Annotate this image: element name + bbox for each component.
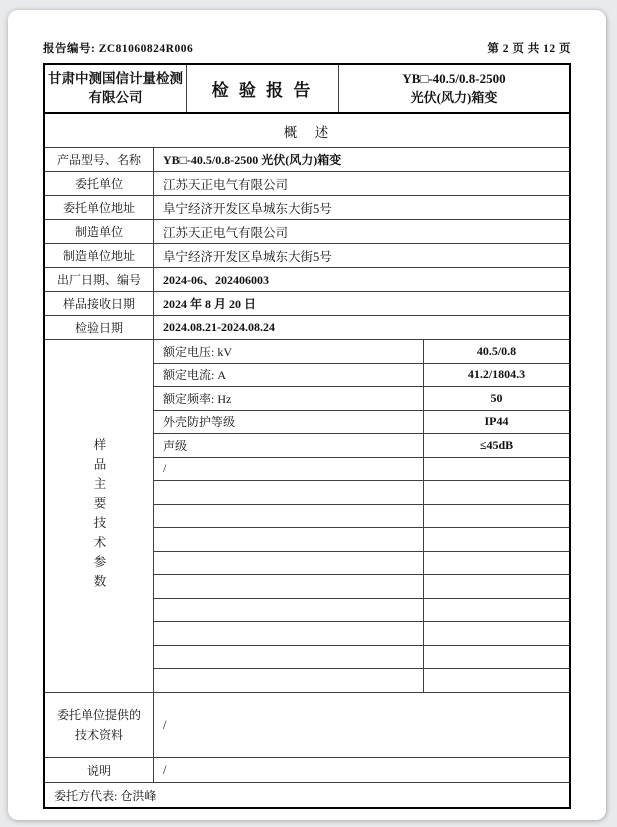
- param-name: 额定电压: kV: [154, 340, 424, 363]
- page-header: [43, 40, 571, 56]
- param-row-sound-level: [154, 434, 569, 458]
- param-value: [424, 599, 569, 622]
- parameters-side-label-cell: [45, 340, 154, 692]
- model-line2: 光伏(风力)箱变: [410, 89, 498, 105]
- param-value: 50: [490, 390, 503, 405]
- parameters-side-label: 样品主要技术参数: [92, 438, 106, 594]
- param-row-rated-frequency: [154, 387, 569, 411]
- param-name: 额定频率: Hz: [154, 387, 424, 410]
- param-name: [154, 599, 424, 622]
- info-row-manufacturer-address: [45, 244, 569, 268]
- remark-value: /: [163, 762, 167, 777]
- param-name: [154, 505, 424, 528]
- info-value: 江苏天正电气有限公司: [163, 225, 289, 240]
- param-row-empty: [154, 505, 569, 529]
- remark-label: 说明: [45, 758, 154, 782]
- param-row-slash: [154, 458, 569, 482]
- param-name: [154, 528, 424, 551]
- param-value: [424, 575, 569, 598]
- model-line1: YB□-40.5/0.8-2500: [402, 71, 506, 87]
- param-name: [154, 646, 424, 669]
- info-label: 产品型号、名称: [45, 148, 154, 171]
- param-value: [424, 552, 569, 575]
- report-number: 报告编号: ZC81060824R006: [43, 43, 194, 55]
- client-representative: 委托方代表: 仓洪峰: [54, 788, 157, 803]
- info-value: YB□-40.5/0.8-2500 光伏(风力)箱变: [163, 153, 342, 167]
- info-row-manufacturer: [45, 220, 569, 244]
- param-value: ≤45dB: [479, 437, 514, 452]
- param-name: 声级: [154, 434, 424, 457]
- param-row-empty: [154, 669, 569, 692]
- param-row-rated-voltage: [154, 340, 569, 364]
- param-name: /: [154, 458, 424, 481]
- docs-provided-label: [45, 693, 154, 757]
- info-label: 出厂日期、编号: [45, 268, 154, 291]
- param-value: [424, 458, 569, 481]
- param-name: [154, 575, 424, 598]
- info-value: 2024-06、202406003: [163, 273, 269, 287]
- info-row-client: [45, 172, 569, 196]
- info-value: 阜宁经济开发区阜城东大街5号: [163, 249, 332, 264]
- info-value: 2024.08.21-2024.08.24: [163, 320, 275, 334]
- param-value: [424, 505, 569, 528]
- title-row: [45, 65, 569, 114]
- param-row-empty: [154, 575, 569, 599]
- info-row-client-address: [45, 196, 569, 220]
- param-value: IP44: [484, 414, 509, 429]
- section-title: 概 述: [283, 124, 331, 140]
- info-label: 检验日期: [45, 316, 154, 339]
- company-name-line2: 有限公司: [88, 89, 143, 105]
- param-value: [424, 622, 569, 645]
- info-row-product: [45, 148, 569, 172]
- param-name: [154, 481, 424, 504]
- param-value: 40.5/0.8: [476, 343, 517, 358]
- param-row-ip-rating: [154, 411, 569, 435]
- parameters-grid: [154, 340, 569, 692]
- info-label: 委托单位: [45, 172, 154, 195]
- param-row-empty: [154, 552, 569, 576]
- docs-provided-value: /: [163, 717, 167, 732]
- report-title: 检 验 报 告: [211, 81, 314, 100]
- param-row-rated-current: [154, 364, 569, 388]
- client-representative-row: [45, 783, 569, 807]
- info-label: 委托单位地址: [45, 196, 154, 219]
- param-name: [154, 669, 424, 692]
- info-label: 制造单位: [45, 220, 154, 243]
- docs-label-line1: 委托单位提供的: [56, 707, 141, 722]
- model-cell: [339, 65, 569, 112]
- param-row-empty: [154, 646, 569, 670]
- report-title-cell: [187, 65, 339, 112]
- param-name: [154, 552, 424, 575]
- info-row-inspection-date: [45, 316, 569, 340]
- param-name: 额定电流: A: [154, 364, 424, 387]
- param-value: [424, 481, 569, 504]
- param-name: 外壳防护等级: [154, 411, 424, 434]
- info-row-factory-date: [45, 268, 569, 292]
- section-title-row: [45, 114, 569, 148]
- param-value: [424, 528, 569, 551]
- param-row-empty: [154, 599, 569, 623]
- report-table: [43, 63, 571, 809]
- docs-label-line2: 技术资料: [74, 728, 123, 742]
- param-row-empty: [154, 528, 569, 552]
- info-label: 制造单位地址: [45, 244, 154, 267]
- info-value: 2024 年 8 月 20 日: [163, 297, 257, 311]
- page-indicator: 第 2 页 共 12 页: [487, 43, 571, 55]
- param-name: [154, 622, 424, 645]
- info-value: 阜宁经济开发区阜城东大街5号: [163, 201, 332, 216]
- param-value: [424, 669, 569, 692]
- param-row-empty: [154, 481, 569, 505]
- company-name-cell: [45, 65, 187, 112]
- remark-row: [45, 758, 569, 783]
- param-value: 41.2/1804.3: [467, 367, 526, 382]
- company-name-line1: 甘肃中测国信计量检测: [48, 71, 183, 87]
- param-value: [424, 646, 569, 669]
- docs-provided-row: [45, 693, 569, 758]
- info-row-receipt-date: [45, 292, 569, 316]
- info-value: 江苏天正电气有限公司: [163, 177, 289, 192]
- parameters-section: [45, 340, 569, 693]
- param-row-empty: [154, 622, 569, 646]
- document-page: [8, 10, 606, 820]
- info-label: 样品接收日期: [45, 292, 154, 315]
